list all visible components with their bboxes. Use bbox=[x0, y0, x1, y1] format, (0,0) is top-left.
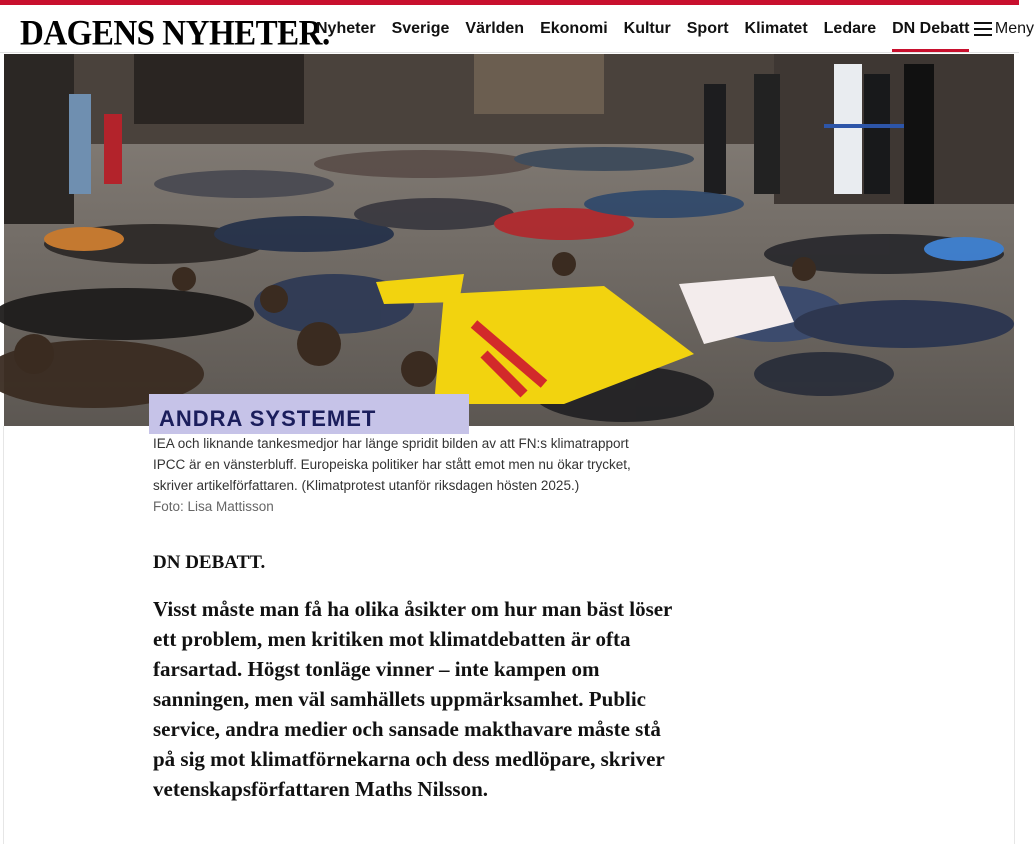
site-header bbox=[0, 5, 1034, 53]
image-caption: IEA och liknande tankesmedjor har länge spridit bilden av att FN:s klimatrapport IPCC är en vänsterbluff. Europeiska politiker har stått emot men nu ökar trycket, skriver artikelförfattaren. (Klimatprotest utanför riksdagen hösten 2025.) bbox=[153, 436, 631, 493]
nav-item-ekonomi[interactable]: Ekonomi bbox=[540, 20, 608, 37]
nav-item-sverige[interactable]: Sverige bbox=[391, 20, 450, 37]
nav-item-nyheter[interactable]: Nyheter bbox=[316, 20, 376, 37]
hamburger-menu-icon bbox=[974, 22, 985, 36]
nav-item-varlden[interactable]: Världen bbox=[465, 20, 525, 37]
main-nav bbox=[308, 5, 977, 53]
hero-banner-text: ANDRA SYSTEMET bbox=[159, 406, 377, 431]
article-ingress: Visst måste man få ha olika åsikter om hur man bäst löser ett problem, men kritiken mot klimatdebatten är ofta farsartad. Högst tonläge vinner – inte kampen om sanningen, men väl samhällets uppmärksamhet. Public service, andra medier och sansade makthavare måste stå på sig mot klimatförnekarna och dess medlöpare, skriver vetenskapsförfattaren Maths Nilsson. bbox=[153, 597, 673, 801]
menu-label: Meny bbox=[994, 20, 1034, 37]
nav-item-kultur[interactable]: Kultur bbox=[623, 20, 671, 37]
nav-item-sport[interactable]: Sport bbox=[686, 20, 729, 37]
nav-item-klimatet[interactable]: Klimatet bbox=[744, 20, 808, 37]
hero-image[interactable] bbox=[4, 54, 1014, 431]
protest-photo bbox=[4, 54, 1014, 426]
nav-item-ledare[interactable]: Ledare bbox=[823, 20, 877, 37]
nav-item-dn-debatt[interactable]: DN Debatt bbox=[884, 5, 977, 53]
menu-button[interactable] bbox=[974, 5, 1034, 53]
photo-credit: Foto: Lisa Mattisson bbox=[153, 499, 274, 514]
site-logo[interactable]: DAGENS NYHETER. bbox=[20, 14, 330, 53]
section-kicker: DN DEBATT. bbox=[153, 552, 266, 573]
